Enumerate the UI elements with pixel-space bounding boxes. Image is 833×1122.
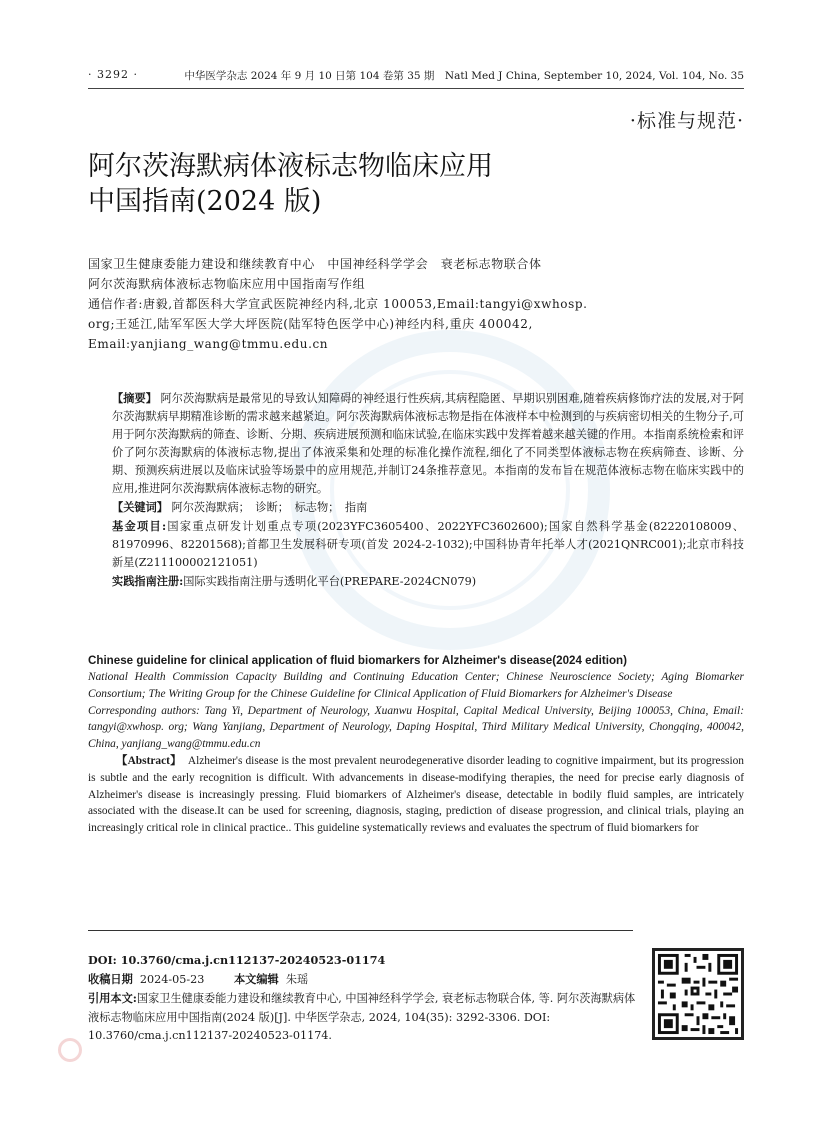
keywords-paragraph: [88, 498, 744, 517]
corresponding-line-3: Email:yanjiang_wang@tmmu.edu.cn: [88, 337, 329, 351]
article-title-line-1: 阿尔茨海默病体液标志物临床应用: [88, 151, 493, 182]
english-corresponding: Corresponding authors: Tang Yi, Department of Neurology, Xuanwu Hospital, Capital Medical University, Beijing 100053, China, Email: tangyi@xwhosp. org; Wang Yanjiang, Department of Neurology, Daping Hospital, Third Military Medical University, Chongqing, 400042, China, yanjiang_wang@tmmu.edu.cn: [88, 704, 744, 751]
editor-name: 朱瑶: [285, 972, 309, 986]
received-date: 2024-05-23: [139, 972, 205, 986]
affiliation-line-2: 阿尔茨海默病体液标志物临床应用中国指南写作组: [88, 277, 366, 291]
abstract-paragraph: [88, 389, 744, 498]
qr-code-icon: [652, 948, 744, 1040]
english-abstract-text: Alzheimer's disease is the most prevalent neurodegenerative disorder leading to cognitive impairment, but its progression is subtle and the early recognition is difficult. With advancements in disease-modifying therapies, the need for precise early diagnosis of Alzheimer's disease is increasingly pressing. Fluid biomarkers of Alzheimer's disease, detectable in bodily fluid samples, are intricately associated with the disease.It can be used for screening, diagnosis, staging, prediction of disease progression, and clinical trials, playing an increasingly critical role in clinical practice.. This guideline systematically reviews and evaluates the spectrum of fluid biomarkers for: [88, 754, 744, 835]
section-tag: ·标准与规范·: [629, 110, 744, 132]
article-title-line-2: 中国指南(2024 版): [88, 186, 322, 217]
keywords-text: 阿尔茨海默病； 诊断； 标志物； 指南: [171, 501, 368, 514]
corresponding-line-2: org;王延江,陆军军医大学大坪医院(陆军特色医学中心)神经内科,重庆 400042,: [88, 317, 533, 331]
affiliation-line-1: 国家卫生健康委能力建设和继续教育中心 中国神经科学学会 衰老标志物联合体: [88, 257, 542, 271]
author-affiliations: [88, 254, 748, 354]
abstract-label: 【摘要】: [112, 391, 157, 405]
abstract-text: 阿尔茨海默病是最常见的导致认知障碍的神经退行性疾病,其病程隐匿、早期识别困难,随着疾病修饰疗法的发展,对于阿尔茨海默病早期精准诊断的需求越来越紧迫。阿尔茨海默病体液标志物是指在体液样本中检测到的与疾病密切相关的生物分子,可用于阿尔茨海默病的筛查、诊断、分期、疾病进展预测和临床试验,在临床实践中发挥着越来越关键的作用。本指南系统检索和评价了阿尔茨海默病的体液标志物,提出了体液采集和处理的标准化操作流程,细化了不同类型体液标志物在疾病筛查、诊断、分期、预测疾病进展以及临床试验等场景中的应用规范,并制订24条推荐意见。本指南的发布旨在规范体液标志物在临床实践中的应用,推进阿尔茨海默病体液标志物的研究。: [112, 392, 744, 495]
registration-paragraph: [88, 572, 744, 591]
chinese-abstract: [88, 389, 744, 591]
english-abstract: [88, 652, 744, 837]
english-organizations: National Health Commission Capacity Building and Continuing Education Center; Chinese Neuroscience Society; Aging Biomarker Consortium; The Writing Group for the Chinese Guideline for Clinical Application of Fluid Biomarkers for Alzheimer's Disease: [88, 671, 744, 700]
header-rule: [88, 88, 744, 89]
english-abstract-paragraph: [88, 753, 744, 837]
editor-label: 本文编辑: [233, 971, 279, 986]
english-abstract-label: 【Abstract】: [116, 754, 182, 767]
dates-line: [88, 970, 636, 990]
citation-text: 国家卫生健康委能力建设和继续教育中心, 中国神经科学学会, 衰老标志物联合体, 等. 阿尔茨海默病体液标志物临床应用中国指南(2024 版)[J]. 中华医学杂志, 2024, 104(35): 3292-3306. DOI: 10.3760/cma.j.cn112137-20240523-01174.: [88, 992, 636, 1042]
funding-label: 基金项目:: [112, 519, 167, 533]
article-title: [88, 149, 493, 219]
citation-label: 引用本文:: [88, 991, 137, 1005]
doi-line: DOI: 10.3760/cma.j.cn112137-20240523-01174: [88, 953, 386, 967]
corresponding-line-1: 通信作者:唐毅,首都医科大学宣武医院神经内科,北京 100053,Email:tangyi@xwhosp.: [88, 297, 588, 311]
article-footer: [88, 951, 636, 1046]
registration-label: 实践指南注册:: [112, 574, 184, 588]
registration-text: 国际实践指南注册与透明化平台(PREPARE-2024CN079): [183, 575, 477, 588]
citation-line: [88, 989, 636, 1046]
keywords-label: 【关键词】: [112, 500, 168, 514]
page-number: · 3292 ·: [88, 68, 138, 81]
received-label: 收稿日期: [88, 971, 133, 986]
funding-text: 国家重点研发计划重点专项(2023YFC3605400、2022YFC3602600);国家自然科学基金(82220108009、81970996、82201568);首都卫生发展科研专项(首发 2024-2-1032);中国科协青年托举人才(2021QNRC001);北京市科技新星(Z211100002121051): [112, 520, 744, 569]
english-title: Chinese guideline for clinical application of fluid biomarkers for Alzheimer's disease(2024 edition): [88, 654, 627, 667]
publisher-logo-icon: [58, 1038, 82, 1062]
footer-rule: [88, 930, 633, 931]
funding-paragraph: [88, 517, 744, 572]
journal-running-header: 中华医学杂志 2024 年 9 月 10 日第 104 卷第 35 期 Natl Med J China, September 10, 2024, Vol. 104, No. 35: [184, 70, 744, 82]
